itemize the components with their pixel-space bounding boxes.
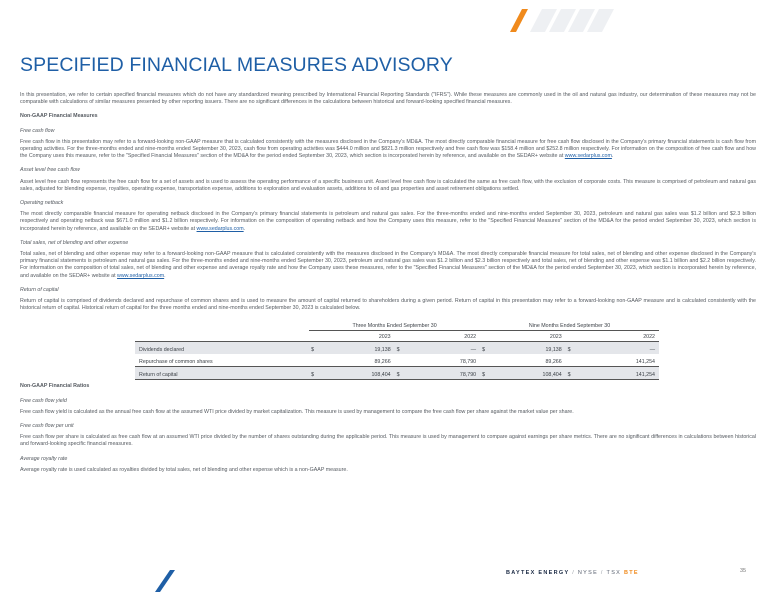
intro-paragraph: In this presentation, we refer to certain specified financial measures which do not have any standardized meaning prescribed by International Financial Reporting Standards ("IFRS"). While these measures are commonly used in the oil and natural gas industry, our determination of these measures may not be comparable with calculations of similar measures presented by other reporting issuers. There are no significant differences in the calculations between historical and forward-looking specified financial measures. — [20, 92, 756, 106]
free-cash-flow-text: Free cash flow in this presentation may refer to a forward-looking non-GAAP measure that is calculated consistently with the measures disclosed in the Company's MD&A. The most directly comparable financial measure for free cash flow disclosed in the Company's primary financial statements is cash flow from operating activities. For the three-months ended and nine-months ended September 30, 2023, cash flow from operating activities was $444.0 million and $821.3 million respectively and free cash flow was $158.4 million and $252.8 million respectively. For information on the composition of free cash flow and how the Company uses this measure, refer to the "Specified Financial Measures" section of the MD&A for the period ended September 30, 2023, which section is incorporated herein by reference, and available on the SEDAR+ website at — [20, 138, 756, 160]
table-cell: 141,254 — [577, 367, 659, 380]
table-cell: 19,138 — [492, 342, 566, 355]
return-of-capital-table-wrap — [135, 321, 659, 380]
separator: / — [572, 570, 576, 576]
non-gaap-measures-heading: Non-GAAP Financial Measures — [20, 113, 98, 120]
currency-symbol — [309, 354, 321, 367]
exchange-nyse: NYSE — [577, 570, 599, 576]
fcf-yield-paragraph: Free cash flow yield is calculated as the annual free cash flow at the assumed WTI price divided by market capitalization. This measure is used by management to compare the free cash flow per share against the market value per share. — [20, 408, 574, 415]
sedar-link[interactable]: www.sedarplus.com — [117, 272, 165, 279]
free-cash-flow-heading: Free cash flow — [20, 127, 55, 134]
fcf-per-unit-heading: Free cash flow per unit — [20, 423, 74, 430]
table-row — [135, 354, 659, 367]
table-row — [135, 367, 659, 380]
year-header: 2023 — [378, 334, 391, 341]
ticker-symbol: BTE — [623, 570, 639, 576]
table-cell: 108,404 — [492, 367, 566, 380]
table-cell: 78,790 — [406, 354, 480, 367]
currency-symbol: $ — [566, 367, 578, 380]
avg-royalty-paragraph: Average royalty rate is used calculated as royalties divided by total sales, net of blending and other expense which is a non-GAAP measure. — [20, 466, 348, 473]
header-decoration-stripes — [0, 0, 776, 40]
table-row — [135, 342, 659, 355]
sedar-link[interactable]: www.sedarplus.com — [564, 153, 612, 160]
page-title: SPECIFIED FINANCIAL MEASURES ADVISORY — [20, 54, 453, 76]
currency-symbol — [395, 354, 407, 367]
asset-fcf-heading: Asset level free cash flow — [20, 167, 80, 174]
table-cell: 108,404 — [321, 367, 395, 380]
operating-netback-end: . — [243, 225, 246, 232]
non-gaap-ratios-heading: Non-GAAP Financial Ratios — [20, 383, 90, 390]
year-header: 2022 — [464, 334, 477, 341]
currency-symbol: $ — [566, 342, 578, 355]
return-of-capital-heading: Return of capital — [20, 286, 59, 293]
currency-symbol: $ — [309, 342, 321, 355]
return-of-capital-table — [135, 321, 659, 380]
row-label: Return of capital — [135, 367, 309, 380]
operating-netback-text: The most directly comparable financial measure for operating netback disclosed in the Company's primary financial statements is petroleum and natural gas sales. For the three-months ended and nine-months ended September 30, 2023, petroleum and natural gas sales was $1.2 billion and $2.3 billion respectively and operating netback was $671.0 million and $1.2 billion respectively. For information on the composition of operating netback and how the Company uses this measure, refer to the "Specified Financial Measures" section of the MD&A for the period ended September 30, 2023, which section is incorporated herein by reference, and available on the SEDAR+ website at — [20, 211, 756, 232]
page-number: 35 — [740, 568, 747, 574]
total-sales-paragraph — [20, 251, 756, 280]
brand-name: BAYTEX ENERGY — [506, 570, 570, 576]
free-cash-flow-paragraph — [20, 139, 756, 161]
row-label: Repurchase of common shares — [135, 354, 309, 367]
year-header: 2023 — [549, 334, 562, 341]
table-cell: 89,266 — [321, 354, 395, 367]
advisory-body — [20, 92, 756, 474]
currency-symbol — [480, 354, 492, 367]
fcf-yield-heading: Free cash flow yield — [20, 397, 67, 404]
currency-symbol: $ — [480, 342, 492, 355]
free-cash-flow-end: . — [611, 153, 614, 160]
return-of-capital-paragraph: Return of capital is comprised of dividends declared and repurchase of common shares and is used to measure the amount of capital returned to shareholders during a given period. Return of capital in this presentation may refer to a forward-looking non-GAAP measure and is calculated consistently with the historical return of capital. Historical return of capital for the three months ended and nine-months ended September 30, 2023 is calculated below. — [20, 298, 756, 312]
row-label: Dividends declared — [135, 342, 309, 355]
operating-netback-paragraph — [20, 211, 756, 233]
currency-symbol: $ — [395, 342, 407, 355]
sedar-link[interactable]: www.sedarplus.com — [196, 225, 244, 232]
total-sales-text: Total sales, net of blending and other expense may refer to a forward-looking non-GAAP measure that is calculated consistently with the measures disclosed in the Company's MD&A. The most directly comparable financial measure for total sales, net of blending and other expense disclosed in the Company's primary financial statements is petroleum and natural gas sales. For the three-months ended and nine-months ended September 30, 2023, petroleum and natural gas sales was $1.2 billion and $2.3 billion respectively and total sales, net of blending and other expense was $1.1 billion and $2.2 billion respectively. For information on the composition of total sales, net of blending and other expense and average royalty rate and how the Company uses these measures, refer to the "Specified Financial Measures" section of the MD&A for the period ended September 30, 2023, which section is incorporated herein by reference, and available on the SEDAR+ website at — [20, 251, 756, 279]
exchange-tsx: TSX — [606, 570, 622, 576]
table-cell: — — [406, 342, 480, 355]
table-cell: 78,790 — [406, 367, 480, 380]
table-cell: — — [577, 342, 659, 355]
operating-netback-heading: Operating netback — [20, 200, 64, 207]
avg-royalty-heading: Average royalty rate — [20, 455, 68, 462]
table-cell: 89,266 — [492, 354, 566, 367]
footer-slash-decoration — [155, 570, 175, 592]
year-header: 2022 — [643, 334, 655, 341]
currency-symbol — [566, 354, 578, 367]
currency-symbol: $ — [309, 367, 321, 380]
asset-fcf-paragraph: Asset level free cash flow represents the free cash flow for a set of assets and is used to assess the operating performance of a specific business unit. Asset level free cash flow is calculated the same as free cash flow, with the exclusion of corporate costs. This measure is comprised of petroleum and natural gas sales, adjusted for blending expense, royalties, operating expense, transportation expense, additions to exploration and evaluation assets, additions to oil and gas properties and asset retirement obligations settled. — [20, 178, 756, 192]
table-group-header-row — [135, 321, 659, 331]
table-cell: 141,254 — [577, 354, 659, 367]
fcf-per-unit-paragraph: Free cash flow per share is calculated as free cash flow at an assumed WTI price divided by the number of shares outstanding during the applicable period. This measure is used by management to compare against earnings per share metrics. There are no significant differences in calculations between historical and forward-looking specific financial measures. — [20, 434, 756, 448]
total-sales-heading: Total sales, net of blending and other expense — [20, 239, 129, 246]
table-cell: 19,138 — [321, 342, 395, 355]
separator: / — [600, 570, 604, 576]
total-sales-end: . — [164, 272, 166, 279]
currency-symbol: $ — [395, 367, 407, 380]
column-group-header: Three Months Ended September 30 — [309, 321, 480, 331]
currency-symbol: $ — [480, 367, 492, 380]
non-gaap-ratios-section — [20, 383, 756, 474]
column-group-header: Nine Months Ended September 30 — [480, 321, 659, 331]
company-logo — [506, 570, 639, 576]
table-year-row — [135, 331, 659, 342]
